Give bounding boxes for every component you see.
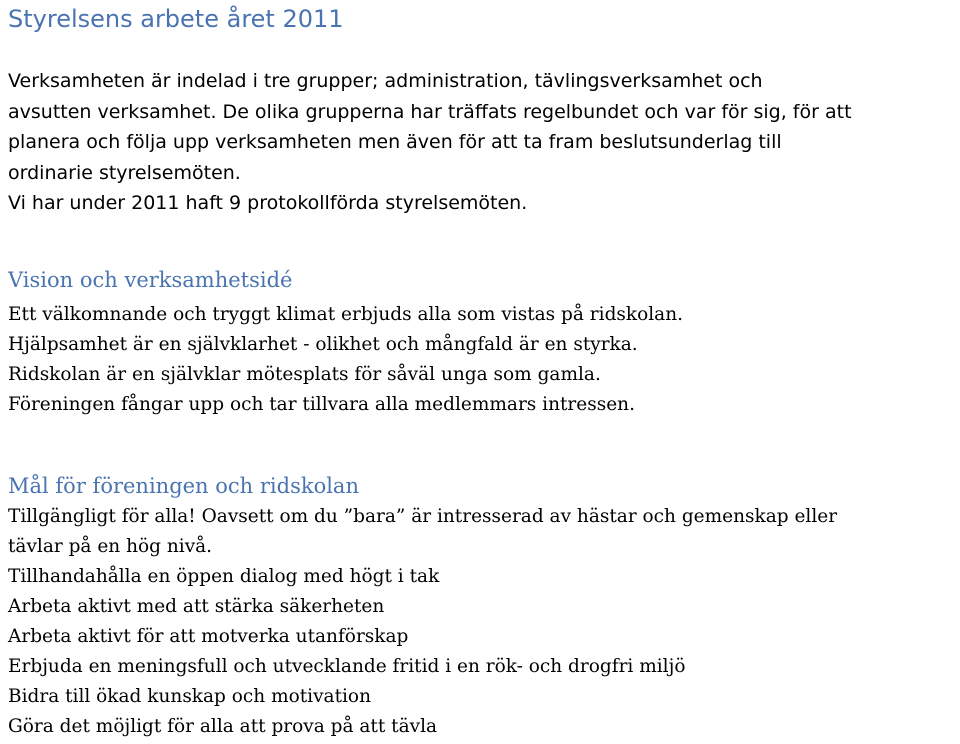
page-title: Styrelsens arbete året 2011 (8, 5, 344, 33)
vision-line: Ett välkomnande och tryggt klimat erbjuds alla som vistas på ridskolan. (8, 304, 683, 325)
intro-line: planera och följa upp verksamheten men även för att ta fram beslutsunderlag till (8, 131, 782, 153)
intro-line: ordinarie styrelsemöten. (8, 161, 241, 184)
goal-line: Göra det möjligt för alla att prova på att tävla (8, 716, 438, 737)
intro-paragraph (8, 66, 852, 219)
goal-line: tävlar på en hög nivå. (8, 536, 213, 557)
section-heading-vision: Vision och verksamhetsidé (8, 268, 293, 292)
goal-line: Arbeta aktivt för att motverka utanförskap (8, 626, 409, 647)
vision-list (8, 300, 683, 420)
goal-line: Bidra till ökad kunskap och motivation (8, 686, 371, 707)
intro-line: Verksamheten är indelad i tre grupper; administration, tävlingsverksamhet och (8, 70, 763, 92)
vision-line: Hjälpsamhet är en självklarhet - olikhet och mångfald är en styrka. (8, 334, 638, 355)
intro-line: Vi har under 2011 haft 9 protokollförda styrelsemöten. (8, 192, 528, 214)
section-heading-goals: Mål för föreningen och ridskolan (8, 474, 359, 498)
goal-line: Tillgängligt för alla! Oavsett om du ”bara” är intresserad av hästar och gemenskap eller (8, 506, 838, 527)
vision-line: Föreningen fångar upp och tar tillvara alla medlemmars intressen. (8, 394, 635, 415)
goal-line: Erbjuda en meningsfull och utvecklande fritid i en rök- och drogfri miljö (8, 656, 686, 677)
goal-line: Arbeta aktivt med att stärka säkerheten (8, 596, 385, 617)
vision-line: Ridskolan är en självklar mötesplats för såväl unga som gamla. (8, 364, 601, 385)
goals-list (8, 502, 837, 742)
intro-line: avsutten verksamhet. De olika grupperna har träffats regelbundet och var för sig, för att (8, 100, 852, 123)
goal-line: Tillhandahålla en öppen dialog med högt i tak (8, 566, 440, 587)
